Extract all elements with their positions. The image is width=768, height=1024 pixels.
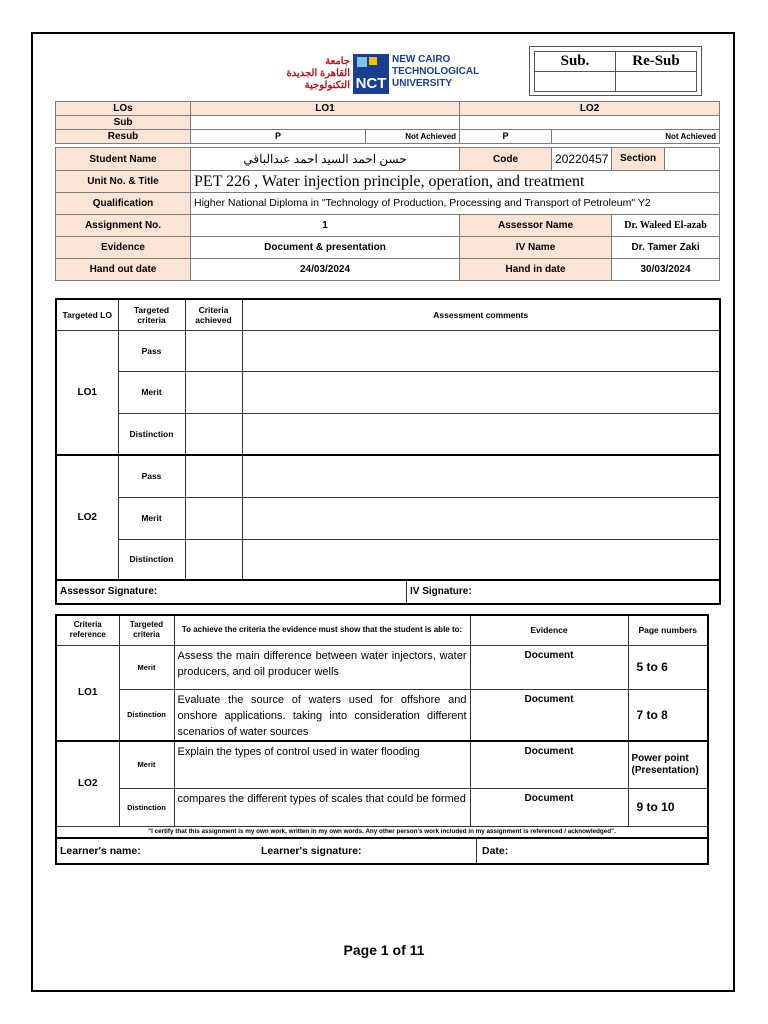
lo2-distinction-achieved[interactable] [185,539,242,580]
criteria-row-3-level: Merit [119,741,174,788]
criteria-row-4-evidence: Document [470,788,628,826]
col-targeted-criteria: Targeted criteria [119,615,174,645]
criteria-row-4-pages-ppt: Power point (Presentation) [628,741,708,788]
assignment-label: Assignment No. [56,215,191,237]
lo2-merit-achieved[interactable] [185,497,242,539]
learner-signature-label: Learner's signature: [261,845,362,857]
criteria-row-3-evidence: Document [470,741,628,788]
assignment-value: 1 [191,215,460,237]
lo1-status: Not Achieved [366,130,460,144]
qualification-value: Higher National Diploma in "Technology of Production, Processing and Transport of Petroleum" Y2 [191,193,720,215]
certification-statement: "I certify that this assignment is my own work, written in my own words. Any other person's work included in my assignment is referenced / acknowledged". [56,826,708,838]
criteria-row-2-text: Evaluate the source of waters used for offshore and onshore applications. taking into consideration different scenarios of water sources [174,689,470,741]
resub-row-label: Resub [56,130,191,144]
criteria-row-4-level: Distinction [119,788,174,826]
logo-english-text: NEW CAIRO TECHNOLOGICAL UNIVERSITY [392,54,480,89]
lo2-sub-cell[interactable] [460,116,720,130]
lo1-label: LO1 [56,330,118,455]
col-targeted-criteria: Targeted criteria [118,299,185,330]
unit-value: PET 226 , Water injection principle, operation, and treatment [191,171,720,193]
lo2-pass-achieved[interactable] [185,455,242,497]
handout-label: Hand out date [56,259,191,281]
lo1-merit-label: Merit [118,371,185,413]
col-criteria-achieved: Criteria achieved [185,299,242,330]
lo1-header: LO1 [191,102,460,116]
unit-label: Unit No. & Title [56,171,191,193]
criteria-row-2-evidence: Document [470,689,628,741]
criteria-row-2-level: Distinction [119,689,174,741]
col-evidence: Evidence [470,615,628,645]
page-number: Page 1 of 11 [343,942,425,958]
criteria-row-4-pages: 9 to 10 [628,788,708,826]
logo-arabic-text: جامعة القاهرة الجديدة التكنولوجية [286,56,350,91]
criteria-row-2-pages: 7 to 8 [628,689,708,741]
criteria-row-1-level: Merit [119,645,174,689]
criteria-lo2-label: LO2 [56,741,119,826]
qualification-label: Qualification [56,193,191,215]
lo1-grade: P [191,130,366,144]
criteria-row-4-text: compares the different types of scales that could be formed [174,788,470,826]
lo2-pass-comment[interactable] [242,455,720,497]
lo1-pass-label: Pass [118,330,185,371]
criteria-row-1-evidence: Document [470,645,628,689]
iv-value: Dr. Tamer Zaki [612,237,720,259]
handin-label: Hand in date [460,259,612,281]
lo1-distinction-achieved[interactable] [185,413,242,455]
section-label: Section [612,148,665,170]
assessor-value: Dr. Waleed El-azab [612,215,720,237]
col-page-numbers: Page numbers [628,615,708,645]
col-assessment-comments: Assessment comments [242,299,720,330]
assessment-table [55,298,721,605]
lo1-distinction-comment[interactable] [242,413,720,455]
lo2-distinction-label: Distinction [118,539,185,580]
learner-name-label: Learner's name: [60,845,141,857]
col-achieve-description: To achieve the criteria the evidence must show that the student is able to: [174,615,470,645]
criteria-row-3-text: Explain the types of control used in water flooding [174,741,470,788]
evidence-value: Document & presentation [191,237,460,259]
criteria-row-1-text: Assess the main difference between water injectors, water producers, and oil producer wells [174,645,470,689]
iv-signature: IV Signature: [410,586,472,597]
lo2-header: LO2 [460,102,720,116]
resub-label: Re-Sub [616,52,697,72]
submission-box [529,46,702,96]
resub-field[interactable] [616,72,697,92]
los-label: LOs [56,102,191,116]
assessor-label: Assessor Name [460,215,612,237]
lo2-pass-label: Pass [118,455,185,497]
lo1-pass-achieved[interactable] [185,330,242,371]
university-logo [278,54,480,96]
col-targeted-lo: Targeted LO [56,299,118,330]
criteria-lo1-label: LO1 [56,645,119,741]
lo2-status: Not Achieved [552,130,720,144]
logo-mark: NCT [353,54,389,94]
code-label: Code [460,148,552,171]
handin-value: 30/03/2024 [612,259,720,281]
assessor-signature: Assessor Signature: [60,586,158,597]
sub-label: Sub. [535,52,616,72]
sub-row-label: Sub [56,116,191,130]
section-value [665,148,719,170]
sub-field[interactable] [535,72,616,92]
evidence-label: Evidence [56,237,191,259]
criteria-table [55,614,709,865]
lo1-merit-comment[interactable] [242,371,720,413]
lo1-sub-cell[interactable] [191,116,460,130]
lo1-merit-achieved[interactable] [185,371,242,413]
date-label: Date: [482,845,509,857]
lo2-merit-label: Merit [118,497,185,539]
lo2-distinction-comment[interactable] [242,539,720,580]
col-criteria-reference: Criteria reference [56,615,119,645]
lo2-grade: P [460,130,552,144]
lo1-pass-comment[interactable] [242,330,720,371]
criteria-row-1-pages: 5 to 6 [628,645,708,689]
handout-value: 24/03/2024 [191,259,460,281]
iv-label: IV Name [460,237,612,259]
code-value: 20220457 [552,148,612,171]
lo2-merit-comment[interactable] [242,497,720,539]
lo2-label: LO2 [56,455,118,580]
student-name-value: حسن احمد السيد احمد عبدالباقي [191,148,460,171]
student-name-label: Student Name [56,148,191,171]
header-table [55,101,720,281]
lo1-distinction-label: Distinction [118,413,185,455]
